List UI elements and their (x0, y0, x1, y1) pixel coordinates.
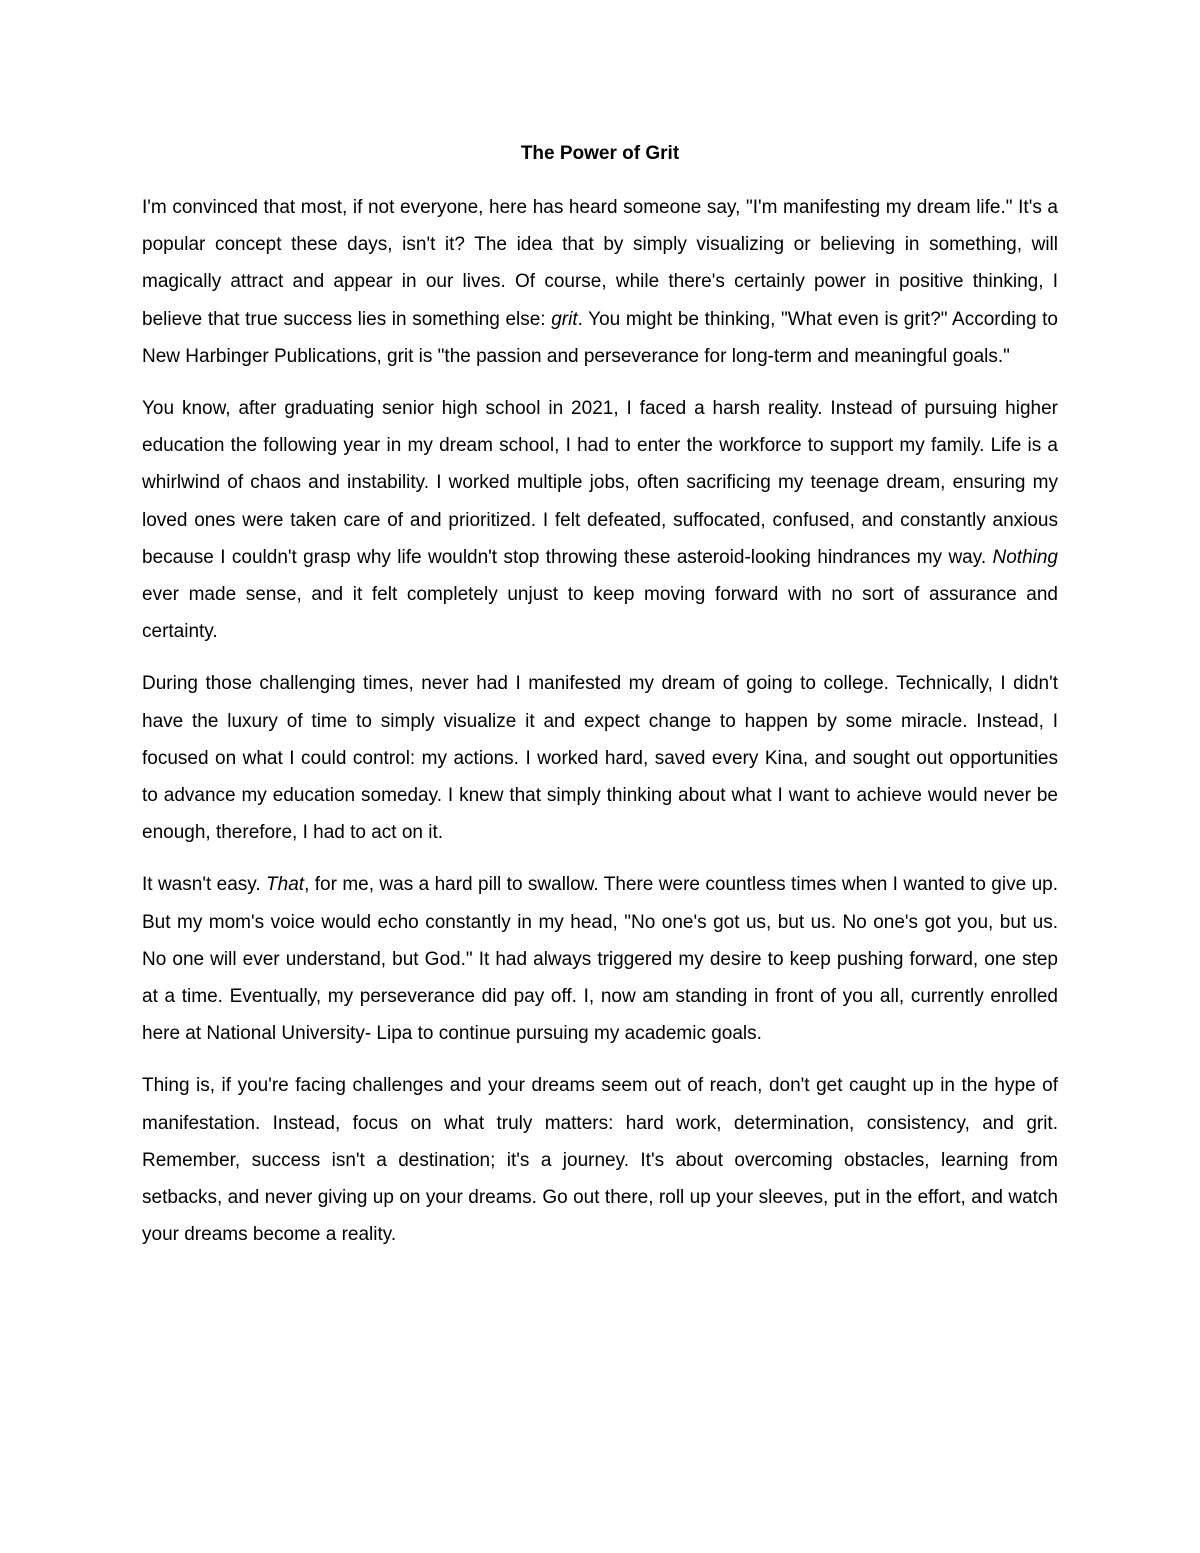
paragraph-4 (142, 866, 1058, 1052)
paragraph-2 (142, 390, 1058, 650)
emphasized-text: That (266, 874, 305, 896)
paragraph-text: , for me, was a hard pill to swallow. There were countless times when I wanted to give up. But my mom's voice would echo constantly in my head, "No one's got us, but us. No one's got you, but us. No one will ever understand, but God." It had always triggered my desire to keep pushing forward, one step at a time. Eventually, my perseverance did pay off. I, now am standing in front of you all, currently enrolled here at National University- Lipa to continue pursuing my academic goals. (142, 874, 1058, 1045)
paragraph-3 (142, 665, 1058, 851)
paragraph-text: It wasn't easy. (142, 874, 267, 896)
paragraph-text: . You might be thinking, "What even is grit?" According to New Harbinger Publications, grit is "the passion and perseverance for long-term and meaningful goals." (142, 308, 1058, 367)
document-body (142, 189, 1058, 1268)
paragraph-text: You know, after graduating senior high school in 2021, I faced a harsh reality. Instead of pursuing higher education the following year in my dream school, I had to enter the workforce to support my family. Life is a whirlwind of chaos and instability. I worked multiple jobs, often sacrificing my teenage dream, ensuring my loved ones were taken care of and prioritized. I felt defeated, suffocated, confused, and constantly anxious because I couldn't grasp why life wouldn't stop throwing these asteroid-looking hindrances my way. (142, 398, 1058, 568)
paragraph-5 (142, 1067, 1058, 1253)
paragraph-text: Thing is, if you're facing challenges and your dreams seem out of reach, don't get caught up in the hype of manifestation. Instead, focus on what truly matters: hard work, determination, consistency, and grit. Remember, success isn't a destination; it's a journey. It's about overcoming obstacles, learning from setbacks, and never giving up on your dreams. Go out there, roll up your sleeves, put in the effort, and watch your dreams become a reality. (142, 1075, 1058, 1246)
paragraph-text: I'm convinced that most, if not everyone, here has heard someone say, "I'm manifesting my dream life." It's a popular concept these days, isn't it? The idea that by simply visualizing or believing in something, will magically attract and appear in our lives. Of course, while there's certainly power in positive thinking, I believe that true success lies in something else: (142, 197, 1058, 330)
document-title: The Power of Grit (520, 143, 680, 164)
emphasized-text: Nothing (992, 546, 1058, 568)
paragraph-text: ever made sense, and it felt completely unjust to keep moving forward with no sort of assurance and certainty. (142, 584, 1058, 643)
paragraph-text: During those challenging times, never had I manifested my dream of going to college. Technically, I didn't have the luxury of time to simply visualize it and expect change to happen by some miracle. Instead, I focused on what I could control: my actions. I worked hard, saved every Kina, and sought out opportunities to advance my education someday. I knew that simply thinking about what I want to achieve would never be enough, therefore, I had to act on it. (142, 673, 1058, 844)
paragraph-1 (142, 189, 1058, 375)
emphasized-text: grit (551, 308, 578, 330)
